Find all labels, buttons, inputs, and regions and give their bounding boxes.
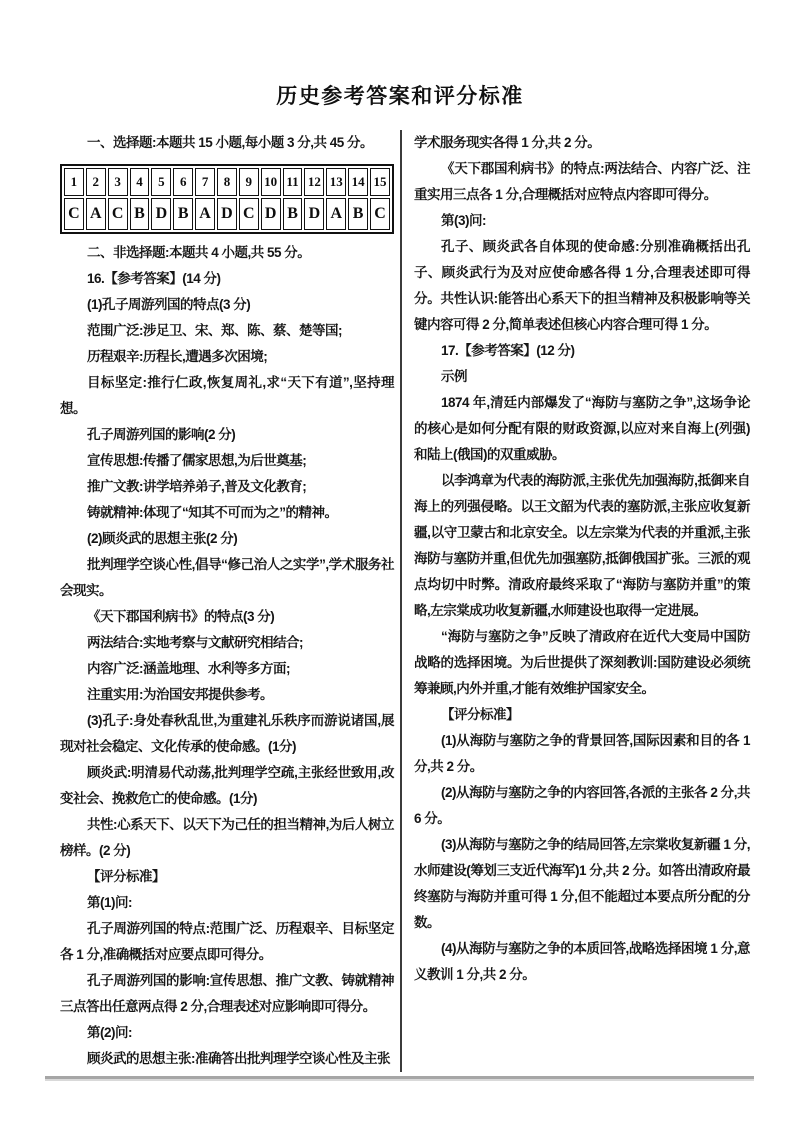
answer-letter-cell: A [326,198,346,230]
scoring-paragraph: (3)从海防与塞防之争的结局回答,左宗棠收复新疆 1 分,水师建设(筹划三支近代海军)1 分,共 2 分。如答出清政府最终塞防与海防并重可得 1 分,但不能超过本要点所分配的分数。 [414,837,750,930]
question-number-cell: 12 [304,168,324,196]
answer-paragraph: 孔子周游列国的影响(2 分) [87,427,236,442]
page-bottom-edge-shadow [45,1076,754,1079]
question-number-cell: 8 [217,168,237,196]
answer-letter-cell: C [108,198,128,230]
question-number-cell: 1 [64,168,84,196]
scoring-paragraph: 孔子、顾炎武各自体现的使命感:分别准确概括出孔子、顾炎武行为及对应使命感各得 1 分,合理表述即可得分。共性认识:能答出心系天下的担当精神及积极影响等关键内容可得 2 分,简单表述但核心内容合理可得 1 分。 [414,239,750,332]
question-number-cell: 15 [370,168,390,196]
question-number-cell: 11 [283,168,303,196]
answer-paragraph: (2)顾炎武的思想主张(2 分) [87,531,238,546]
scoring-paragraph: 孔子周游列国的影响:宣传思想、推广文教、铸就精神三点答出任意两点得 2 分,合理表述对应影响即可得分。 [60,973,394,1014]
scoring-item-heading: 第(3)问: [441,213,486,228]
answer-paragraph: 批判理学空谈心性,倡导“修己治人之实学”,学术服务社会现实。 [60,557,394,598]
answer-paragraph: 以李鸿章为代表的海防派,主张优先加强海防,抵御来自海上的列强侵略。以王文韶为代表的塞防派,主张应收复新疆,以守卫蒙古和北京安全。以左宗棠为代表的并重派,主张海防与塞防并重,但优先加强塞防,抵御俄国扩张。三派的观点均切中时弊。清政府最终采取了“海防与塞防并重”的策略,左宗棠成功收复新疆,水师建设也取得一定进展。 [414,473,750,618]
answer-paragraph: 共性:心系天下、以天下为己任的担当精神,为后人树立榜样。(2 分) [60,817,394,858]
answer-paragraph: 范围广泛:涉足卫、宋、郑、陈、蔡、楚等国; [87,323,342,338]
answer-letter-cell: D [151,198,171,230]
answer-paragraph: (1)孔子周游列国的特点(3 分) [87,297,251,312]
question-number-cell: 3 [108,168,128,196]
q17-heading: 17.【参考答案】(12 分) [441,343,575,358]
scoring-paragraph: 孔子周游列国的特点:范围广泛、历程艰辛、目标坚定各 1 分,准确概括对应要点即可得分。 [60,921,394,962]
scoring-paragraph-continuation: 学术服务现实各得 1 分,共 2 分。 [414,135,601,150]
q17-scoring-standard-heading: 【评分标准】 [441,707,519,722]
answer-letter-cell: D [261,198,281,230]
q16-scoring-standard-heading: 【评分标准】 [87,869,165,884]
example-label: 示例 [441,369,467,384]
scoring-paragraph: 《天下郡国利病书》的特点:两法结合、内容广泛、注重实用三点各 1 分,合理概括对应特点内容即可得分。 [414,161,750,202]
answer-paragraph: 两法结合:实地考察与文献研究相结合; [87,635,303,650]
answer-paragraph: 《天下郡国利病书》的特点(3 分) [87,609,275,624]
question-number-cell: 5 [151,168,171,196]
answer-paragraph: 宣传思想:传播了儒家思想,为后世奠基; [87,453,307,468]
answer-letter-cell: C [64,198,84,230]
scoring-paragraph: 顾炎武的思想主张:准确答出批判理学空谈心性及主张 [87,1051,390,1066]
question-number-cell: 6 [173,168,193,196]
question-number-cell: 10 [261,168,281,196]
question-number-cell: 7 [195,168,215,196]
answer-letter-row [64,198,390,230]
answer-letter-cell: B [173,198,193,230]
question-number-cell: 9 [239,168,259,196]
answer-letter-cell: A [86,198,106,230]
answer-letter-cell: B [130,198,150,230]
question-number-cell: 4 [130,168,150,196]
answer-paragraph: 推广文教:讲学培养弟子,普及文化教育; [87,479,307,494]
page-title: 历史参考答案和评分标准 [276,85,524,108]
answer-letter-cell: C [239,198,259,230]
answer-paragraph: 顾炎武:明清易代动荡,批判理学空疏,主张经世致用,改变社会、挽救危亡的使命感。(1分) [60,765,394,806]
right-column [402,130,750,1072]
answer-paragraph: 铸就精神:体现了“知其不可而为之”的精神。 [87,505,338,520]
answer-paragraph: 1874 年,清廷内部爆发了“海防与塞防之争”,这场争论的核心是如何分配有限的财政资源,以应对来自海上(列强)和陆上(俄国)的双重威胁。 [414,395,750,462]
answer-letter-cell: D [304,198,324,230]
q16-heading: 16.【参考答案】(14 分) [87,271,221,286]
answer-paragraph: (3)孔子:身处春秋乱世,为重建礼乐秩序而游说诸国,展现对社会稳定、文化传承的使命感。(1分) [60,713,394,754]
answer-paragraph: “海防与塞防之争”反映了清政府在近代大变局中国防战略的选择困境。为后世提供了深刻教训:国防建设必须统筹兼顾,内外并重,才能有效维护国家安全。 [414,629,750,696]
answer-paragraph: 注重实用:为治国安邦提供参考。 [87,687,273,702]
question-number-cell: 14 [348,168,368,196]
section-2-heading: 二、非选择题:本题共 4 小题,共 55 分。 [87,245,311,260]
answer-key-table [60,164,394,234]
answer-letter-cell: B [348,198,368,230]
question-number-cell: 13 [326,168,346,196]
section-1-heading: 一、选择题:本题共 15 小题,每小题 3 分,共 45 分。 [87,135,374,150]
answer-paragraph: 内容广泛:涵盖地理、水利等多方面; [87,661,290,676]
question-number-cell: 2 [86,168,106,196]
answer-letter-cell: A [195,198,215,230]
scoring-paragraph: (4)从海防与塞防之争的本质回答,战略选择困境 1 分,意义教训 1 分,共 2 分。 [414,941,750,982]
scoring-item-heading: 第(2)问: [87,1025,132,1040]
left-column [60,130,394,1072]
answer-letter-cell: D [217,198,237,230]
answer-paragraph: 历程艰辛:历程长,遭遇多次困境; [87,349,268,364]
question-number-row [64,168,390,196]
scoring-paragraph: (2)从海防与塞防之争的内容回答,各派的主张各 2 分,共 6 分。 [414,785,750,826]
two-column-layout [60,130,750,1072]
scoring-item-heading: 第(1)问: [87,895,132,910]
answer-letter-cell: B [283,198,303,230]
answer-letter-cell: C [370,198,390,230]
answer-paragraph: 目标坚定:推行仁政,恢复周礼,求“天下有道”,坚持理想。 [60,375,394,416]
scoring-paragraph: (1)从海防与塞防之争的背景回答,国际因素和目的各 1 分,共 2 分。 [414,733,750,774]
